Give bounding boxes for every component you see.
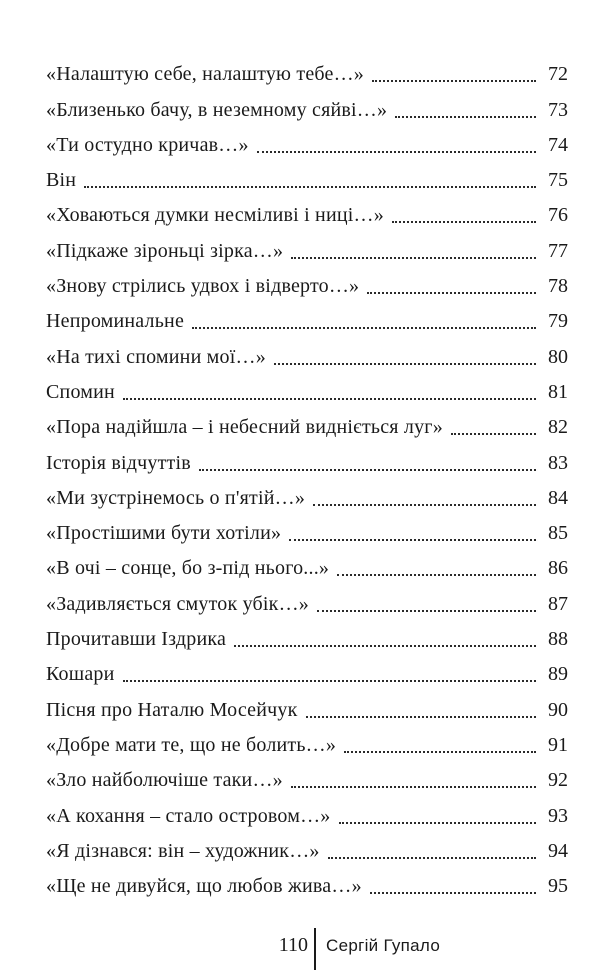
toc-entry-title: «Простішими бути хотіли» bbox=[46, 522, 282, 545]
toc-entry-page: 72 bbox=[548, 63, 568, 86]
toc-entry bbox=[46, 226, 568, 261]
dot-leader bbox=[192, 327, 536, 329]
dot-leader bbox=[344, 751, 536, 753]
toc-entry bbox=[46, 121, 568, 156]
toc-entry-page: 74 bbox=[548, 133, 568, 156]
toc-entry-title: «Ти остудно кричав…» bbox=[46, 133, 249, 156]
dot-leader bbox=[199, 469, 536, 471]
toc-entry bbox=[46, 474, 568, 509]
toc-entry bbox=[46, 297, 568, 332]
toc-entry-title: Прочитавши Іздрика bbox=[46, 628, 227, 651]
toc-entry-page: 79 bbox=[548, 310, 568, 333]
toc-entry bbox=[46, 438, 568, 473]
dot-leader bbox=[339, 822, 536, 824]
toc-entry-page: 90 bbox=[548, 698, 568, 721]
toc-entry-page: 78 bbox=[548, 275, 568, 298]
dot-leader bbox=[370, 892, 536, 894]
dot-leader bbox=[274, 363, 536, 365]
toc-entry-title: «Налаштую себе, налаштую тебе…» bbox=[46, 63, 364, 86]
toc-entry-title: «Ховаються думки несміливі і ниці…» bbox=[46, 204, 384, 227]
toc-entry-title: «Добре мати те, що не болить…» bbox=[46, 733, 337, 756]
toc-entry-page: 84 bbox=[548, 486, 568, 509]
toc-entry bbox=[46, 368, 568, 403]
toc-entry bbox=[46, 579, 568, 614]
toc-entry-page: 86 bbox=[548, 557, 568, 580]
toc-entry-title: «На тихі спомини мої…» bbox=[46, 345, 266, 368]
toc-entry bbox=[46, 862, 568, 897]
dot-leader bbox=[372, 80, 536, 82]
toc-entry-page: 76 bbox=[548, 204, 568, 227]
dot-leader bbox=[291, 257, 536, 259]
toc-entry-title: «В очі – сонце, бо з-під нього...» bbox=[46, 557, 330, 580]
toc-entry-title: «Ще не дивуйся, що любов жива…» bbox=[46, 875, 362, 898]
toc-entry-title: «Знову стрілись удвох і відверто…» bbox=[46, 275, 360, 298]
toc-entry-title: «А кохання – стало островом…» bbox=[46, 804, 331, 827]
toc-entry-page: 73 bbox=[548, 98, 568, 121]
toc-entry-page: 91 bbox=[548, 733, 568, 756]
toc-entry bbox=[46, 509, 568, 544]
toc-entry-page: 80 bbox=[548, 345, 568, 368]
toc-entry bbox=[46, 756, 568, 791]
dot-leader bbox=[84, 186, 536, 188]
toc-entry-title: «Зло найболючіше таки…» bbox=[46, 769, 283, 792]
toc-entry-title: «Я дізнався: він – художник…» bbox=[46, 839, 320, 862]
toc-entry-title: «Задивляється смуток убік…» bbox=[46, 592, 309, 615]
toc-entry-title: Він bbox=[46, 169, 77, 192]
dot-leader bbox=[123, 398, 536, 400]
toc-entry bbox=[46, 650, 568, 685]
toc-entry-title: «Підкаже зіроньці зірка…» bbox=[46, 239, 284, 262]
table-of-contents bbox=[46, 50, 568, 897]
toc-entry bbox=[46, 615, 568, 650]
toc-entry bbox=[46, 685, 568, 720]
toc-entry-page: 77 bbox=[548, 239, 568, 262]
toc-entry-page: 95 bbox=[548, 875, 568, 898]
toc-entry-page: 81 bbox=[548, 380, 568, 403]
toc-entry bbox=[46, 191, 568, 226]
dot-leader bbox=[367, 292, 536, 294]
dot-leader bbox=[289, 539, 536, 541]
toc-entry bbox=[46, 721, 568, 756]
dot-leader bbox=[317, 610, 536, 612]
page-footer bbox=[0, 928, 600, 968]
dot-leader bbox=[306, 716, 536, 718]
toc-entry bbox=[46, 332, 568, 367]
toc-entry bbox=[46, 262, 568, 297]
toc-entry-page: 89 bbox=[548, 663, 568, 686]
toc-entry bbox=[46, 156, 568, 191]
toc-entry bbox=[46, 544, 568, 579]
toc-entry-title: Непроминальне bbox=[46, 310, 185, 333]
toc-entry-page: 85 bbox=[548, 522, 568, 545]
running-author: Сергій Гупало bbox=[326, 936, 441, 955]
toc-entry-page: 94 bbox=[548, 839, 568, 862]
dot-leader bbox=[395, 116, 536, 118]
toc-entry bbox=[46, 50, 568, 85]
dot-leader bbox=[123, 680, 536, 682]
toc-entry bbox=[46, 791, 568, 826]
page-number: 110 bbox=[278, 934, 308, 956]
toc-entry bbox=[46, 403, 568, 438]
toc-entry bbox=[46, 85, 568, 120]
footer-divider bbox=[314, 928, 316, 970]
dot-leader bbox=[234, 645, 536, 647]
dot-leader bbox=[451, 433, 536, 435]
toc-entry-title: Пісня про Наталю Мосейчук bbox=[46, 698, 298, 721]
toc-entry-page: 92 bbox=[548, 769, 568, 792]
dot-leader bbox=[313, 504, 536, 506]
toc-entry-title: Кошари bbox=[46, 663, 115, 686]
toc-entry-page: 93 bbox=[548, 804, 568, 827]
toc-entry-page: 88 bbox=[548, 628, 568, 651]
dot-leader bbox=[337, 574, 536, 576]
dot-leader bbox=[392, 221, 536, 223]
toc-entry-title: Історія відчуттів bbox=[46, 451, 191, 474]
toc-entry-title: «Ми зустрінемось о п'ятій…» bbox=[46, 486, 306, 509]
toc-entry-page: 82 bbox=[548, 416, 568, 439]
toc-entry-page: 75 bbox=[548, 169, 568, 192]
toc-entry-title: «Близенько бачу, в неземному сяйві…» bbox=[46, 98, 388, 121]
toc-entry bbox=[46, 827, 568, 862]
toc-entry-page: 83 bbox=[548, 451, 568, 474]
toc-entry-title: Спомин bbox=[46, 380, 115, 403]
dot-leader bbox=[257, 151, 536, 153]
toc-entry-page: 87 bbox=[548, 592, 568, 615]
dot-leader bbox=[328, 857, 536, 859]
toc-entry-title: «Пора надійшла – і небесний видніється луг» bbox=[46, 416, 443, 439]
dot-leader bbox=[291, 786, 536, 788]
